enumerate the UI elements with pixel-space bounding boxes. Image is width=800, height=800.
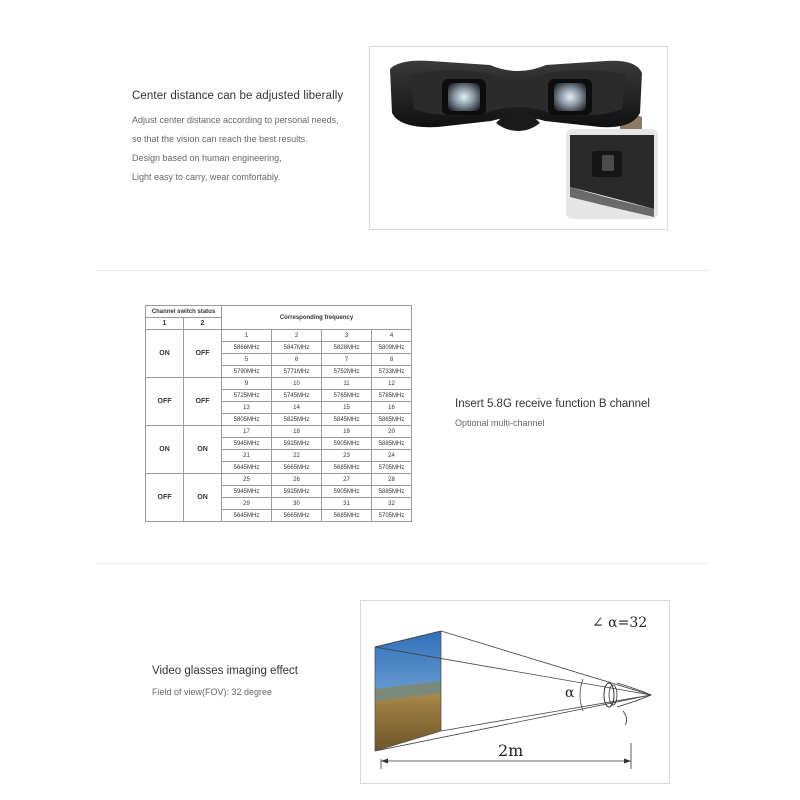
channel-number: 10 — [272, 378, 322, 390]
channel-number: 24 — [372, 450, 412, 462]
frequency-value: 5645MHz — [222, 510, 272, 522]
frequency-value: 5705MHz — [372, 462, 412, 474]
frequency-value: 5785MHz — [372, 390, 412, 402]
frequency-value: 5845MHz — [322, 414, 372, 426]
channel-number: 25 — [222, 474, 272, 486]
goggles-image — [370, 47, 667, 229]
frequency-value: 5828MHz — [322, 342, 372, 354]
frequency-value: 5925MHz — [272, 486, 322, 498]
section-title: Center distance can be adjusted liberally — [132, 90, 344, 102]
channel-number: 1 — [222, 330, 272, 342]
frequency-value: 5865MHz — [372, 414, 412, 426]
channel-number: 30 — [272, 498, 322, 510]
frequency-value: 5866MHz — [222, 342, 272, 354]
channel-number: 32 — [372, 498, 412, 510]
table-header-frequency: Corresponding frequency — [222, 306, 412, 330]
channel-number: 12 — [372, 378, 412, 390]
section-divider — [95, 563, 710, 564]
frequency-value: 5945MHz — [222, 438, 272, 450]
table-row — [146, 474, 412, 486]
channel-number: 29 — [222, 498, 272, 510]
channel-number: 13 — [222, 402, 272, 414]
switch-2-label: 2 — [184, 318, 222, 330]
goggles-product-photo — [369, 46, 668, 230]
frequency-value: 5665MHz — [272, 510, 322, 522]
frequency-value: 5905MHz — [322, 486, 372, 498]
channel-number: 5 — [222, 354, 272, 366]
angle-label: ∠ α=32 — [592, 615, 648, 631]
channel-number: 19 — [322, 426, 372, 438]
frequency-value: 5733MHz — [372, 366, 412, 378]
alpha-label: α — [565, 685, 575, 701]
frequency-value: 5705MHz — [372, 510, 412, 522]
frequency-value: 5825MHz — [272, 414, 322, 426]
channel-number: 27 — [322, 474, 372, 486]
frequency-value: 5752MHz — [322, 366, 372, 378]
channel-number: 14 — [272, 402, 322, 414]
frequency-value: 5665MHz — [272, 462, 322, 474]
table-row — [146, 426, 412, 438]
switch-1-state: OFF — [146, 474, 184, 522]
section-subtitle: Field of view(FOV): 32 degree — [152, 687, 273, 697]
table-row — [146, 330, 412, 342]
section-subtitle: Optional multi-channel — [455, 418, 545, 428]
switch-1-state: ON — [146, 330, 184, 378]
section-title: Insert 5.8G receive function B channel — [455, 398, 650, 410]
switch-1-state: ON — [146, 426, 184, 474]
channel-number: 21 — [222, 450, 272, 462]
switch-2-state: ON — [184, 474, 222, 522]
frequency-value: 5790MHz — [222, 366, 272, 378]
section-b-channel — [455, 398, 650, 428]
channel-number: 9 — [222, 378, 272, 390]
channel-frequency-table — [145, 305, 412, 522]
channel-number: 15 — [322, 402, 372, 414]
table-row — [146, 378, 412, 390]
section-title: Video glasses imaging effect — [152, 665, 298, 677]
channel-number: 8 — [372, 354, 412, 366]
channel-number: 28 — [372, 474, 412, 486]
frequency-value: 5725MHz — [222, 390, 272, 402]
table-header-status: Channel switch status — [146, 306, 222, 318]
channel-number: 20 — [372, 426, 412, 438]
channel-number: 31 — [322, 498, 372, 510]
section-divider — [95, 270, 710, 271]
frequency-value: 5645MHz — [222, 462, 272, 474]
frequency-value: 5925MHz — [272, 438, 322, 450]
description-line: so that the vision can reach the best results. — [132, 134, 308, 144]
description-line: Adjust center distance according to personal needs, — [132, 115, 339, 125]
channel-number: 18 — [272, 426, 322, 438]
description-line: Design based on human engineering, — [132, 153, 282, 163]
fov-diagram — [360, 600, 670, 784]
frequency-value: 5905MHz — [322, 438, 372, 450]
channel-number: 23 — [322, 450, 372, 462]
frequency-value: 5809MHz — [372, 342, 412, 354]
distance-label: 2m — [494, 741, 527, 760]
switch-2-state: OFF — [184, 378, 222, 426]
frequency-value: 5945MHz — [222, 486, 272, 498]
frequency-value: 5765MHz — [322, 390, 372, 402]
channel-number: 17 — [222, 426, 272, 438]
channel-number: 6 — [272, 354, 322, 366]
description-line: Light easy to carry, wear comfortably. — [132, 172, 281, 182]
channel-number: 4 — [372, 330, 412, 342]
channel-number: 22 — [272, 450, 322, 462]
frequency-value: 5771MHz — [272, 366, 322, 378]
switch-2-state: OFF — [184, 330, 222, 378]
frequency-value: 5685MHz — [322, 510, 372, 522]
switch-2-state: ON — [184, 426, 222, 474]
frequency-value: 5685MHz — [322, 462, 372, 474]
switch-1-label: 1 — [146, 318, 184, 330]
frequency-value: 5745MHz — [272, 390, 322, 402]
section-center-distance — [132, 90, 362, 187]
switch-1-state: OFF — [146, 378, 184, 426]
frequency-value: 5847MHz — [272, 342, 322, 354]
channel-number: 11 — [322, 378, 372, 390]
channel-number: 26 — [272, 474, 322, 486]
frequency-value: 5885MHz — [372, 486, 412, 498]
frequency-value: 5885MHz — [372, 438, 412, 450]
channel-number: 16 — [372, 402, 412, 414]
frequency-value: 5805MHz — [222, 414, 272, 426]
section-imaging-effect — [152, 665, 298, 697]
channel-number: 7 — [322, 354, 372, 366]
channel-number: 3 — [322, 330, 372, 342]
channel-number: 2 — [272, 330, 322, 342]
